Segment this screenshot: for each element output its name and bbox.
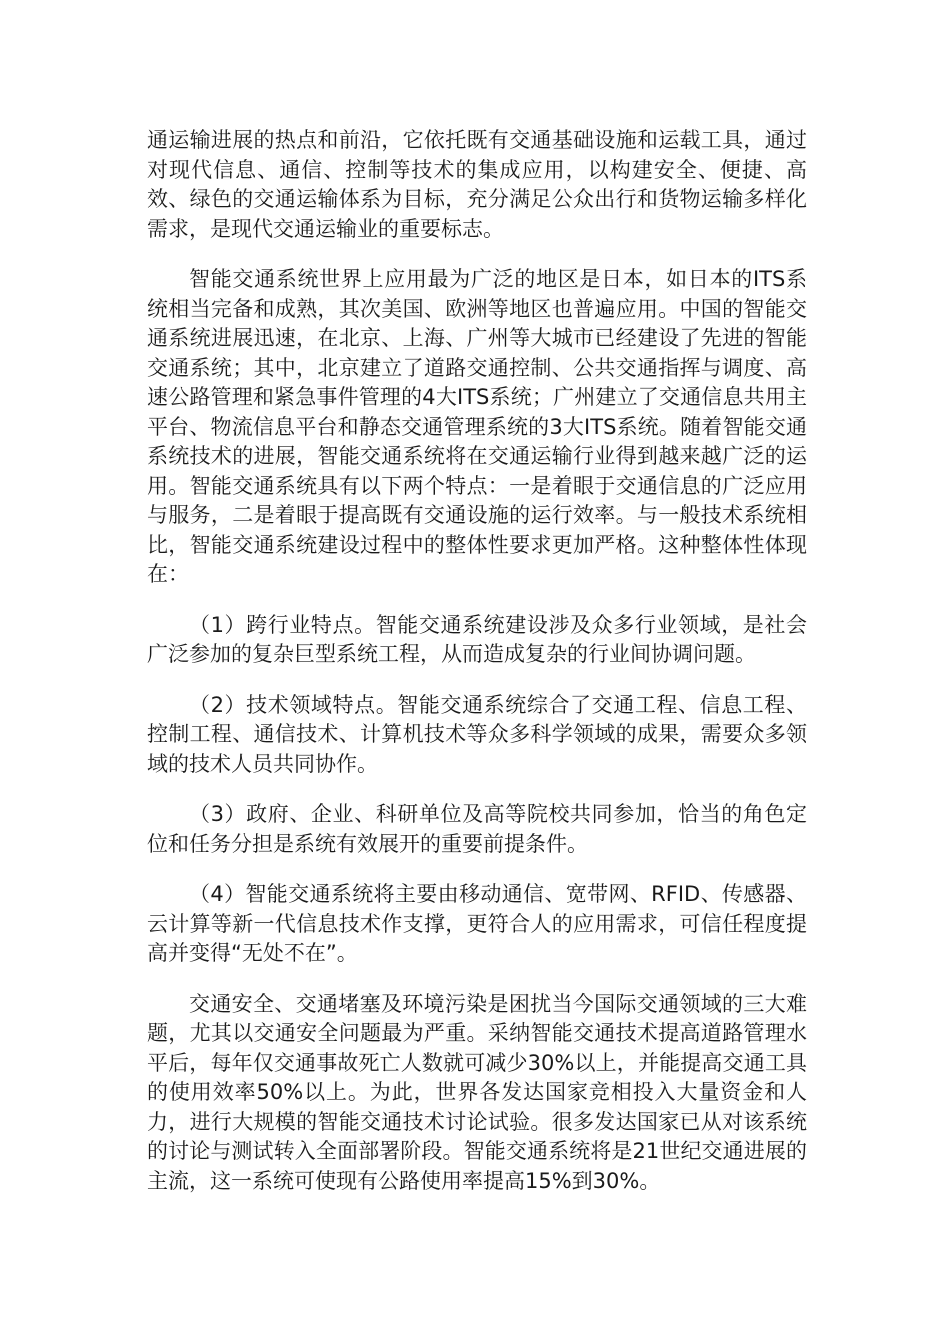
paragraph-its-worldwide-application: 智能交通系统世界上应用最为广泛的地区是日本，如日本的ITS系统相当完备和成熟，其次美国、欧洲等地区也普遍应用。中国的智能交通系统进展迅速，在北京、上海、广州等大城市已经建设了先进的智能交通系统；其中，北京建立了道路交通控制、公共交通指挥与调度、高速公路管理和紧急事件管理的4大ITS系统；广州建立了交通信息共用主平台、物流信息平台和静态交通管理系统的3大ITS系统。随着智能交通系统技术的进展，智能交通系统将在交通运输行业得到越来越广泛的运用。智能交通系统具有以下两个特点：一是着眼于交通信息的广泛应用与服务，二是着眼于提高既有交通设施的运行效率。与一般技术系统相比，智能交通系统建设过程中的整体性要求更加严格。这种整体性体现在：	[147, 267, 807, 586]
paragraph-new-technology: （4）智能交通系统将主要由移动通信、宽带网、RFID、传感器、云计算等新一代信息技术作支撑，更符合人的应用需求，可信任程度提高并变得“无处不在”。	[147, 882, 807, 965]
paragraph-cross-industry: （1）跨行业特点。智能交通系统建设涉及众多行业领域，是社会广泛参加的复杂巨型系统工程，从而造成复杂的行业间协调问题。	[147, 612, 807, 666]
paragraph-technical-fields: （2）技术领域特点。智能交通系统综合了交通工程、信息工程、控制工程、通信技术、计算机技术等众多科学领域的成果，需要众多领域的技术人员共同协作。	[147, 692, 807, 776]
document-page	[147, 126, 807, 1217]
paragraph-traffic-safety: 交通安全、交通堵塞及环境污染是困扰当今国际交通领域的三大难题，尤其以交通安全问题最为严重。采纳智能交通技术提高道路管理水平后，每年仅交通事故死亡人数就可减少30%以上，并能提高交通工具的使用效率50%以上。为此，世界各发达国家竞相投入大量资金和人力，进行大规模的智能交通技术讨论试验。很多发达国家已从对该系统的讨论与测试转入全面部署阶段。智能交通系统将是21世纪交通进展的主流，这一系统可使现有公路使用率提高15%到30%。	[147, 991, 807, 1193]
paragraph-participants: （3）政府、企业、科研单位及高等院校共同参加，恰当的角色定位和任务分担是系统有效展开的重要前提条件。	[147, 802, 807, 856]
paragraph-its-definition-continued: 通运输进展的热点和前沿，它依托既有交通基础设施和运载工具，通过对现代信息、通信、控制等技术的集成应用，以构建安全、便捷、高效、绿色的交通运输体系为目标，充分满足公众出行和货物运输多样化需求，是现代交通运输业的重要标志。	[147, 128, 807, 241]
